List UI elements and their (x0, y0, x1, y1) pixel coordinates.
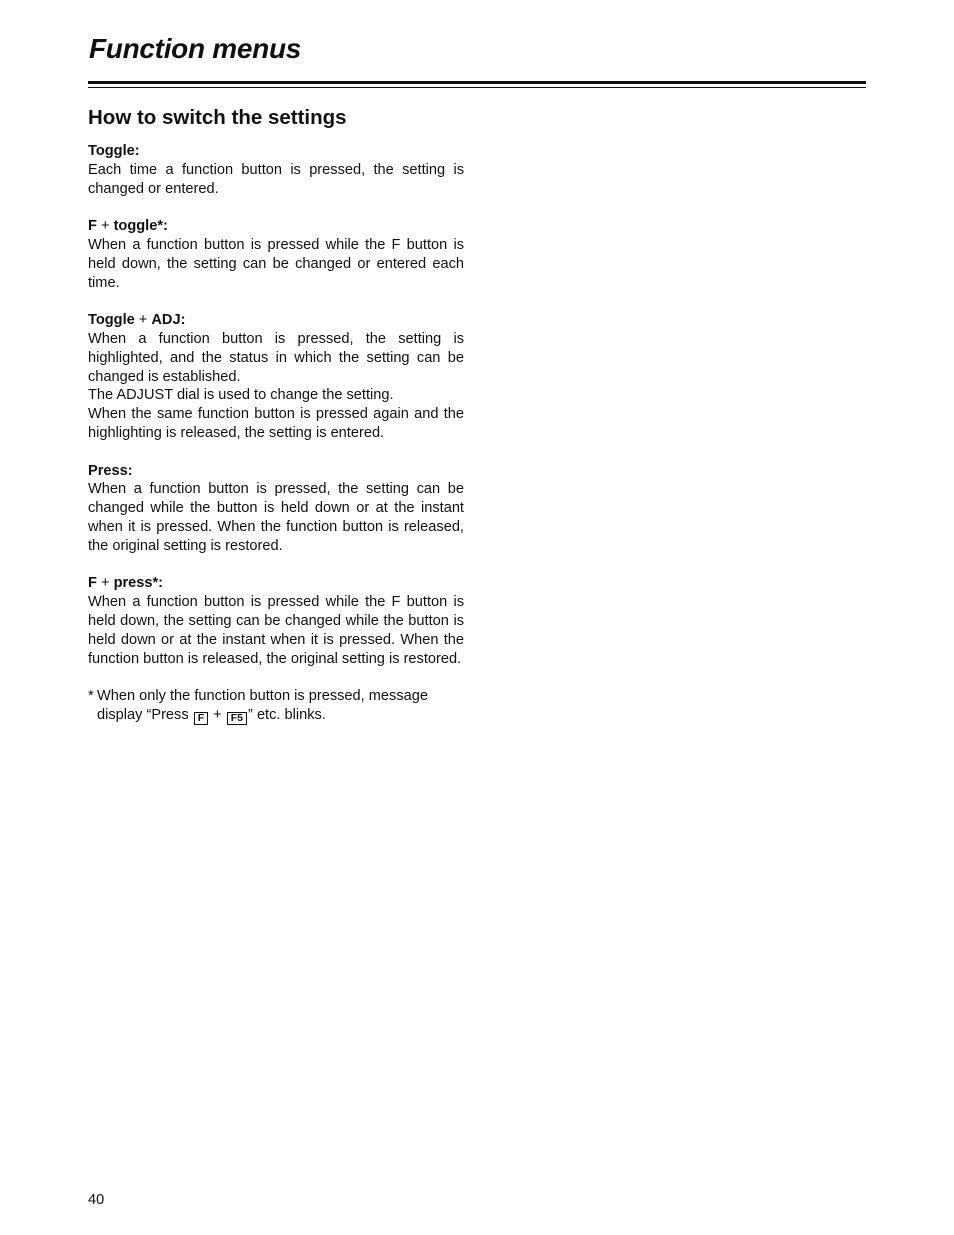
setting-mode-toggle-adj (88, 311, 464, 443)
page-number: 40 (88, 1192, 105, 1208)
term-label (88, 574, 464, 593)
footnote-text-after: ” etc. blinks. (248, 706, 326, 723)
term-main: Press: (88, 462, 133, 479)
term-plus: + (96, 575, 114, 592)
term-prefix: F (88, 575, 97, 592)
term-label (88, 311, 464, 330)
term-main: Toggle: (88, 143, 140, 159)
setting-mode-f-press (88, 574, 464, 668)
term-main: ADJ: (151, 312, 186, 329)
term-prefix: Toggle (88, 312, 135, 329)
term-description: Each time a function button is pressed, the setting is changed or entered. (88, 161, 464, 197)
term-description: When a function button is pressed while the F button is held down, the setting can be changed while the button is held down or at the instant when it is pressed. When the function button is released, the original setting is restored. (88, 594, 464, 667)
footnote-plus: + (209, 706, 226, 723)
term-label (88, 217, 464, 236)
setting-mode-toggle (88, 142, 464, 198)
header-rule-thin (88, 87, 866, 88)
footnote-star: * (88, 688, 94, 705)
setting-mode-f-toggle (88, 217, 464, 292)
term-prefix: F (88, 218, 97, 235)
term-label (88, 142, 464, 161)
term-label (88, 462, 464, 481)
term-main: toggle*: (113, 218, 168, 235)
setting-mode-press (88, 462, 464, 556)
term-description: When a function button is pressed, the setting can be changed while the button is held down or at the instant when it is pressed. When the function button is released, the original setting is restored. (88, 481, 464, 554)
header-rule-thick (88, 81, 866, 84)
term-description: When a function button is pressed while the F button is held down, the setting can be changed or entered each time. (88, 236, 464, 291)
key-f: F (194, 712, 208, 725)
term-main: press*: (113, 575, 164, 592)
footnote (88, 687, 464, 725)
term-plus: + (96, 218, 114, 235)
content-column (88, 142, 464, 725)
page-title: Function menus (89, 33, 302, 64)
term-description: When the same function button is pressed again and the highlighting is released, the setting is entered. (88, 406, 464, 441)
key-f5: F5 (227, 712, 247, 725)
section-heading: How to switch the settings (88, 106, 347, 129)
term-plus: + (134, 312, 152, 329)
term-description: When a function button is pressed, the setting is highlighted, and the status in which the setting can be changed is established. (88, 330, 464, 385)
footnote-text-before: When only the function button is pressed, message display “Press (97, 688, 428, 723)
term-description: The ADJUST dial is used to change the setting. (88, 387, 394, 404)
